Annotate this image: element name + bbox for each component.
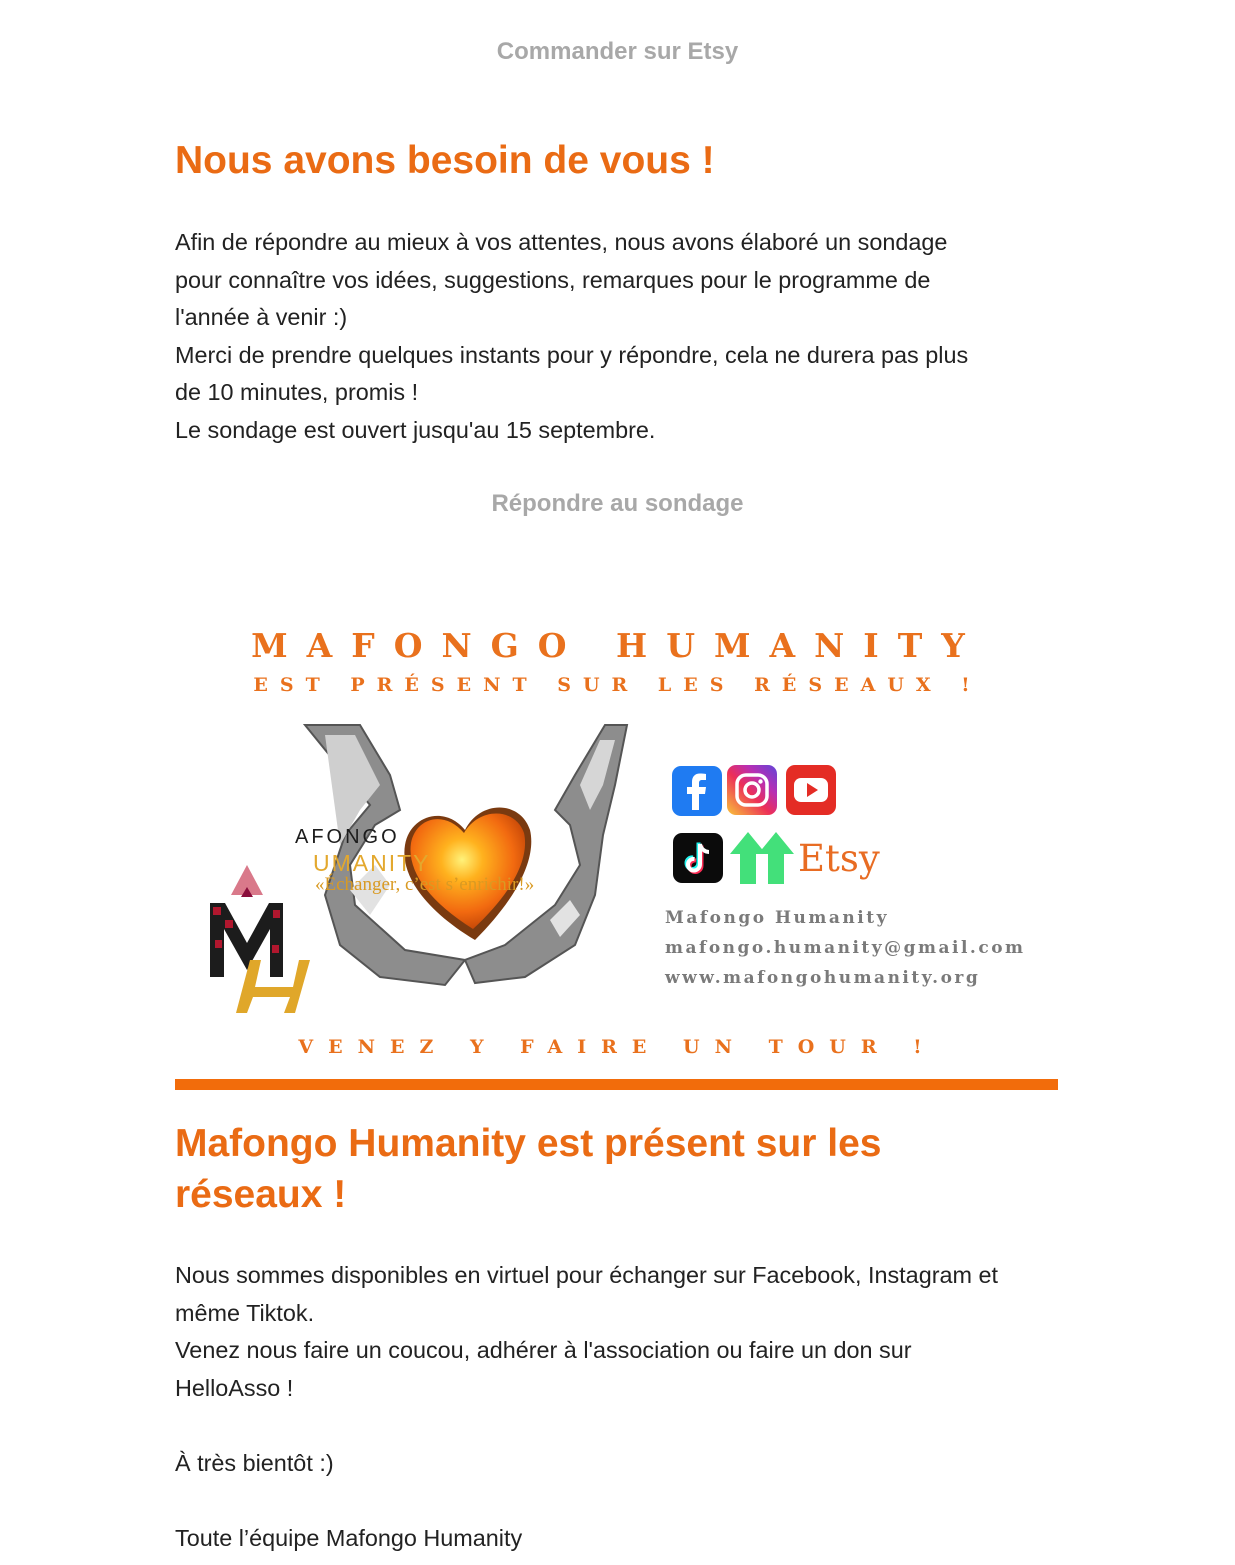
networks-text-line: Venez nous faire un coucou, adhérer à l'association ou faire un don sur: [175, 1337, 912, 1363]
networks-heading-line: réseaux !: [175, 1173, 347, 1216]
networks-text: [175, 1257, 1060, 1407]
order-on-etsy-button[interactable]: Commander sur Etsy: [496, 38, 739, 65]
contact-website: www.mafongohumanity.org: [665, 968, 981, 988]
signature-text: Toute l’équipe Mafongo Humanity: [175, 1525, 523, 1551]
networks-heading: [175, 1118, 881, 1220]
contact-name: Mafongo Humanity: [665, 908, 889, 928]
survey-text-line: Merci de prendre quelques instants pour y répondre, cela ne durera pas plus: [175, 341, 969, 368]
banner-subtitle: EST PRÉSENT SUR LES RÉSEAUX !: [253, 674, 982, 696]
logo-word-afongo: AFONGO: [295, 826, 400, 848]
farewell-text: À très bientôt :): [175, 1450, 334, 1476]
survey-text: [175, 224, 1060, 449]
networks-text-line: Nous sommes disponibles en virtuel pour échanger sur Facebook, Instagram et: [175, 1262, 998, 1288]
survey-text-line: l'année à venir :): [175, 304, 348, 330]
facebook-icon[interactable]: [672, 766, 722, 816]
tiktok-icon[interactable]: [673, 833, 723, 883]
networks-text-line: même Tiktok.: [175, 1299, 315, 1326]
answer-survey-button[interactable]: Répondre au sondage: [491, 490, 744, 517]
networks-heading-line: Mafongo Humanity est présent sur les: [175, 1122, 882, 1165]
survey-heading: Nous avons besoin de vous !: [175, 139, 715, 182]
networks-text-line: HelloAsso !: [175, 1374, 294, 1401]
banner-divider: [175, 1079, 1058, 1090]
contact-email: mafongo.humanity@gmail.com: [665, 938, 1026, 958]
social-networks-banner: [175, 600, 1060, 1090]
etsy-logo[interactable]: Etsy: [798, 837, 880, 880]
survey-text-line: Afin de répondre au mieux à vos attentes, nous avons élaboré un sondage: [175, 229, 948, 255]
instagram-icon[interactable]: [727, 765, 777, 815]
survey-text-line: de 10 minutes, promis !: [175, 379, 419, 405]
youtube-icon[interactable]: [786, 765, 836, 815]
contact-block: [665, 903, 1026, 993]
linktree-icon[interactable]: [728, 830, 796, 886]
banner-title: MAFONGO HUMANITY: [251, 626, 984, 665]
survey-text-line: pour connaître vos idées, suggestions, remarques pour le programme de: [175, 266, 931, 293]
logo-tagline: «Échanger, c’est s’enrichir!»: [315, 874, 535, 895]
logo-word-umanity: UMANITY: [313, 850, 431, 876]
survey-text-line: Le sondage est ouvert jusqu'au 15 septembre.: [175, 416, 656, 443]
banner-footer: VENEZ Y FAIRE UN TOUR !: [298, 1036, 937, 1058]
